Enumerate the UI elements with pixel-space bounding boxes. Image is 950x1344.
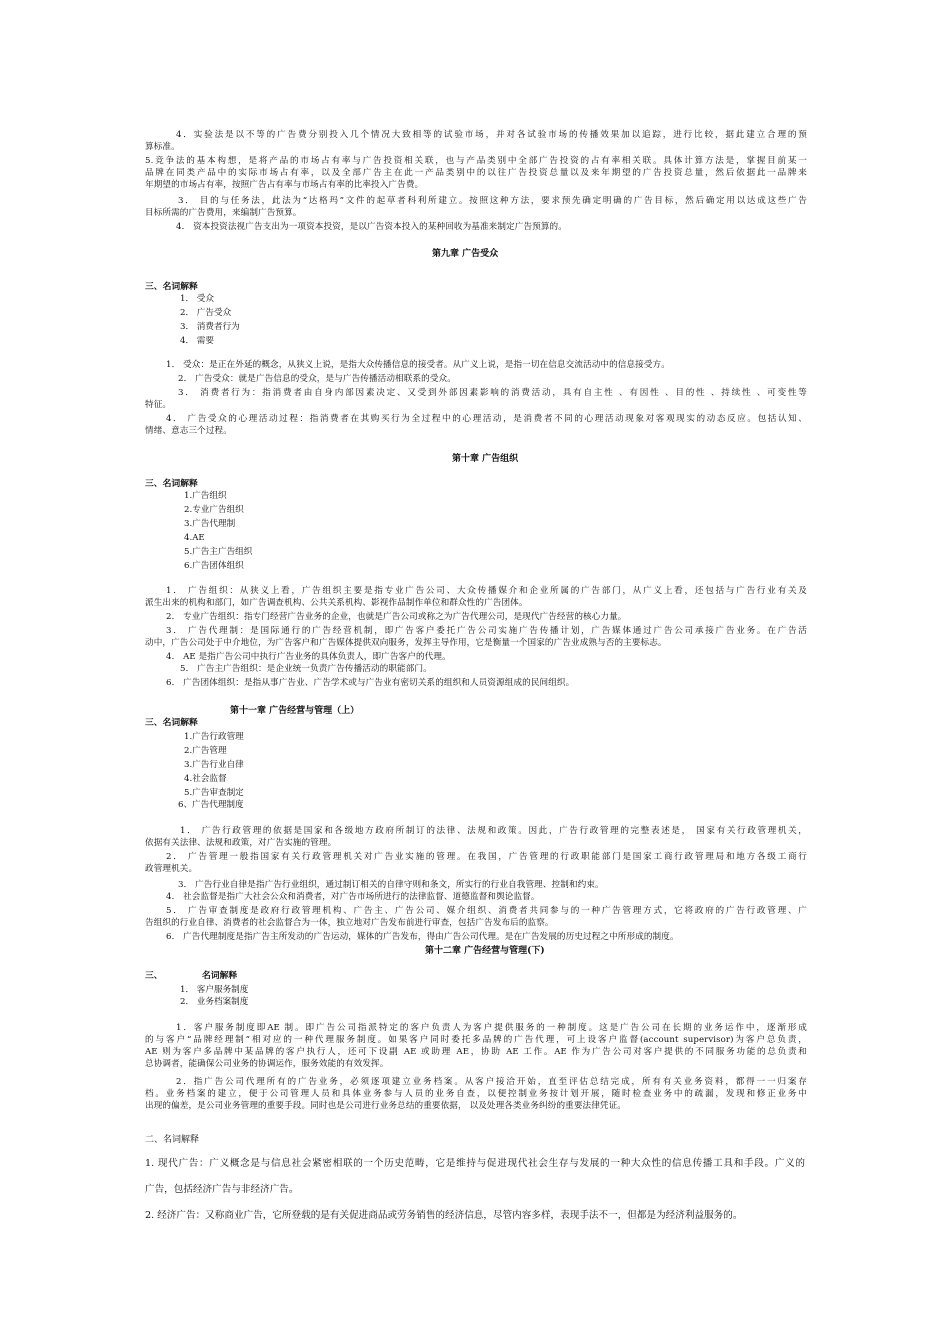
definition-line: 3． 消费者行为：指消费者由自身内部因素决定、又受到外部因素影响的消费活动，具有自主性 、有因性 、目的性 、持续性 、可变性等: [178, 388, 807, 398]
term-item: 2． 广告受众: [180, 308, 232, 318]
definition-line: 3． 广告行业自律是指广告行业组织，通过制订相关的自律守则和条文，所实行的行业自我管理、控制和约束。: [178, 880, 604, 890]
term-item: 1． 受众: [180, 294, 214, 304]
definition-line: 档。业务档案的建立，便于公司管理人员和具体业务参与人员的业务自查，以便控制业务按计划开展，随时检查业务中的疏漏，发现和修正业务中: [145, 1089, 807, 1099]
section-heading: 名词解释: [202, 971, 238, 981]
budget-line: 3． 目的与任务法，此法为“达格玛”文件的起草者科利所建立。按照这种方法，要求预先确定明确的广告目标，然后确定用以达成这些广告: [178, 196, 807, 206]
term-item: 1． 客户服务制度: [180, 985, 249, 995]
definition-line: 政管理机关。: [145, 864, 198, 874]
definition-line: 5． 广告审查制度是政府行政管理机构、广告主、广告公司、媒介组织、消费者共同参与的一种广告管理方式，它将政府的广告行政管理、广: [166, 906, 807, 916]
definition-line: 2．指广告公司代理所有的广告业务，必须逐项建立业务档案。从客户接洽开始，直至评估总结完成，所有有关业务资料，都得一一归案存: [176, 1077, 807, 1087]
definition-line: 依据有关法律、法规和政策，对广告实施的管理。: [145, 838, 337, 848]
definition-line: 2． 广告受众：就是广告信息的受众，是与广告传播活动相联系的受众。: [178, 374, 456, 384]
term-item: 3.广告行业自律: [184, 760, 244, 770]
definition-line: 情绪、意志三个过程。: [145, 426, 232, 436]
definition-line: 6． 广告团体组织：是指从事广告业、广告学术或与广告业有密切关系的组织和人员资源组成的民间组织。: [166, 678, 575, 688]
term-item: 5.广告审查制定: [184, 788, 244, 798]
definition-line: 4． 社会监督是指广大社会公众和消费者，对广告市场所进行的法律监督、道德监督和舆论监督。: [166, 892, 540, 902]
term-item: 6.广告团体组织: [184, 561, 244, 571]
definition-line: 1． 受众：是正在外延的概念，从狭义上说，是指大众传播信息的接受者。从广义上说，是指一切在信息交流活动中的信息接受方。: [166, 360, 670, 370]
term-item: 1.广告行政管理: [184, 732, 244, 742]
budget-line: 4． 资本投资法视广告支出为一项资本投资，是以广告资本投入的某种回收为基准来制定广告预算的。: [176, 222, 567, 232]
term-item: 2.专业广告组织: [184, 505, 244, 515]
term-item: 5.广告主广告组织: [184, 547, 253, 557]
definition-line: 告组织的行业自律、消费者的社会监督合为一体，独立地对广告发布前进行审查，包括广告发布后的监察。: [145, 918, 554, 928]
term-item: 4.AE: [184, 533, 205, 543]
term-item: 4.社会监督: [184, 774, 227, 784]
definition-line: 派生出来的机构和部门，如广告调查机构、公共关系机构、影视作品制作单位和群众性的广告团体。: [145, 598, 528, 608]
chapter-title: 第十章 广告组织: [452, 454, 519, 464]
definition-line: 特征。: [145, 400, 172, 410]
definition-line: 动中，广告公司处于中介地位，为广告客户和广告媒体提供双向服务，发挥主导作用，它是衡量一个国家的广告业成熟与否的主要标志。: [145, 638, 667, 648]
budget-line: 品牌在同类产品中的实际市场占有率，以及全部广告主在此一产品类别中的以往广告投资总量以及来年期望的广告投资总量，然后依据此一品牌来: [145, 168, 807, 178]
definition-line: 4． AE 是指广告公司中执行广告业务的具体负责人，即广告客户的代理。: [166, 652, 451, 662]
definition-line: AE 则为客户多品牌中某品牌的客户执行人，还可下设副 AE 或助理 AE，协助 AE 工作。AE 作为广告公司对客户提供的不同服务功能的总负责和: [145, 1047, 807, 1057]
section-heading: 三、名词解释: [145, 282, 198, 292]
budget-line: 算标准。: [145, 142, 180, 152]
definition-line: 5． 广告主广告组织：是企业统一负责广告传播活动的职能部门。: [180, 664, 432, 674]
term-item: 6、广告代理制度: [178, 800, 244, 810]
section-number: 三、: [145, 971, 163, 981]
budget-line: 目标所需的广告费用，来编制广告预算。: [145, 208, 302, 218]
term-item: 2． 业务档案制度: [180, 997, 249, 1007]
chapter-title: 第十一章 广告经营与管理（上）: [230, 706, 360, 716]
definition-line: 1． 广告行政管理的依据是国家和各级地方政府所制订的法律、法规和政策。因此，广告行政管理的完整表述是， 国家有关行政管理机关，: [180, 826, 807, 836]
budget-line: 年期望的市场占有率，按照广告占有率与市场占有率的比率投入广告费。: [145, 180, 424, 190]
budget-line: 4．实验法是以不等的广告费分别投入几个情况大致相等的试验市场，并对各试验市场的传播效果加以追踪，进行比较，据此建立合理的预: [176, 130, 807, 140]
definition-line: 2． 专业广告组织：指专门经营广告业务的企业，也就是广告公司或称之为广告代理公司，是现代广告经营的核心力量。: [166, 612, 627, 622]
term-item: 3． 消费者行为: [180, 322, 240, 332]
term-item: 4． 需要: [180, 336, 214, 346]
paragraph-line: 1. 现代广告：广义概念是与信息社会紧密相联的一个历史范畴，它是维持与促进现代社会生存与发展的一种大众性的信息传播工具和手段。广义的: [145, 1158, 805, 1169]
section-heading: 二、名词解释: [145, 1135, 200, 1145]
definition-line: 出现的偏差，是公司业务管理的重要手段。同时也是公司进行业务总结的重要依据， 以及处理各类业务纠纷的重要法律凭证。: [145, 1101, 626, 1111]
term-item: 2.广告管理: [184, 746, 227, 756]
term-item: 3.广告代理制: [184, 519, 236, 529]
section-heading: 三、名词解释: [145, 718, 198, 728]
term-item: 1.广告组织: [184, 491, 227, 501]
paragraph-line: 2. 经济广告：又称商业广告，它所登载的是有关促进商品或劳务销售的经济信息，尽管内容多样，表现手法不一，但都是为经济利益服务的。: [145, 1210, 743, 1221]
section-heading: 三、名词解释: [145, 479, 198, 489]
definition-line: 1．客户服务制度即AE 制。即广告公司指派特定的客户负责人为客户提供服务的一种制度。这是广告公司在长期的业务运作中，逐渐形成: [176, 1023, 807, 1033]
budget-line: 5.竞争法的基本构想，是将产品的市场占有率与广告投资相关联，也与产品类别中全部广告投资的占有率相关联。具体计算方法是，掌握目前某一: [145, 156, 807, 166]
definition-line: 1． 广告组织：从狭义上看，广告组织主要是指专业广告公司、大众传播媒介和企业所属的广告部门，从广义上看，还包括与广告行业有关及: [166, 586, 807, 596]
definition-line: 3． 广告代理制：是国际通行的广告经营机制，即广告客户委托广告公司实施广告传播计划，广告媒体通过广告公司承接广告业务。在广告活: [166, 626, 807, 636]
definition-line: 2． 广告管理一般指国家有关行政管理机关对广告业实施的管理。在我国，广告管理的行政职能部门是国家工商行政管理局和地方各级工商行: [166, 852, 807, 862]
definition-line: 6． 广告代理制度是指广告主所发动的广告运动，媒体的广告发布，得由广告公司代理。是在广告发展的历史过程之中所形成的制度。: [166, 932, 679, 942]
paragraph-line: 广告，包括经济广告与非经济广告。: [145, 1184, 299, 1195]
definition-line: 4． 广告受众的心理活动过程：指消费者在其购买行为全过程中的心理活动，是消费者不同的心理活动现象对客观现实的动态反应。包括认知、: [166, 414, 807, 424]
definition-line: 的与客户“品牌经理制”相对应的一种代理服务制度。如果客户同时委托多品牌的广告代理，可上设客户监督(account supervisor)为客户总负责，: [145, 1035, 807, 1045]
definition-line: 总协调者，能确保公司业务的协调运作，服务效能的有效发挥。: [145, 1059, 389, 1069]
chapter-title: 第十二章 广告经营与管理(下): [425, 946, 545, 956]
chapter-title: 第九章 广告受众: [432, 249, 499, 259]
